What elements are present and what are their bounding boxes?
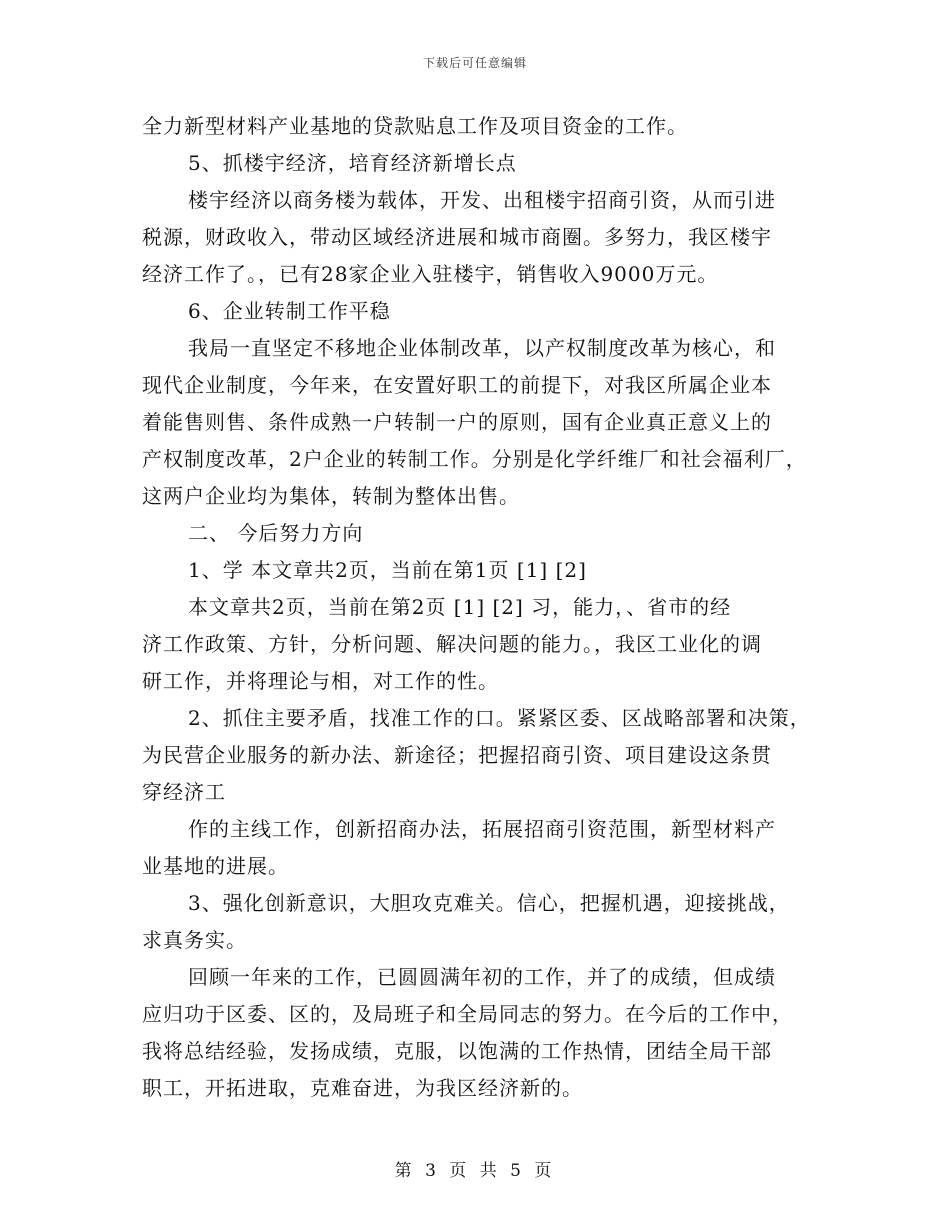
text-line: 穿经济工 xyxy=(142,780,226,804)
text-line: 产权制度改革，2户企业的转制工作。分别是化学纤维厂和社会福利厂， xyxy=(142,447,807,471)
document-body xyxy=(142,108,832,1107)
text-line: 6、企业转制工作平稳 xyxy=(188,299,391,323)
text-line: 楼宇经济以商务楼为载体，开发、出租楼宇招商引资，从而引进 xyxy=(188,188,776,212)
text-line: 业基地的进展。 xyxy=(142,854,289,878)
text-line: 求真务实。 xyxy=(142,928,247,952)
text-line: 5、抓楼宇经济，培育经济新增长点 xyxy=(188,151,517,175)
text-line: 研工作，并将理论与相，对工作的性。 xyxy=(142,669,499,693)
text-line: 1、学 本文章共2页，当前在第1页 [1] [2] xyxy=(188,558,587,582)
text-line: 经济工作了。，已有28家企业入驻楼宇，销售收入9000万元。 xyxy=(142,262,719,286)
text-line: 职工，开拓进取，克难奋进，为我区经济新的。 xyxy=(142,1076,583,1100)
text-line: 本文章共2页，当前在第2页 [1] [2] 习，能力，、省市的经 xyxy=(188,595,732,619)
text-line: 3、强化创新意识，大胆攻克难关。信心，把握机遇，迎接挑战， xyxy=(188,891,790,915)
text-line: 作的主线工作，创新招商办法，拓展招商引资范围，新型材料产 xyxy=(188,817,776,841)
text-line: 这两户企业均为集体，转制为整体出售。 xyxy=(142,484,520,508)
page-header: 下载后可任意编辑 xyxy=(422,56,527,70)
text-line: 我局一直坚定不移地企业体制改革，以产权制度改革为核心，和 xyxy=(188,336,776,360)
text-line: 我将总结经验，发扬成绩，克服，以饱满的工作热情，团结全局干部 xyxy=(142,1039,772,1063)
text-line: 税源，财政收入，带动区域经济进展和城市商圈。多努力，我区楼宇 xyxy=(142,225,772,249)
text-line: 2、抓住主要矛盾，找准工作的口。紧紧区委、区战略部署和决策， xyxy=(188,706,811,730)
page-footer: 第 3 页 共 5 页 xyxy=(394,1161,556,1181)
text-line: 回顾一年来的工作，已圆圆满年初的工作，并了的成绩，但成绩 xyxy=(188,965,776,989)
text-line: 现代企业制度，今年来，在安置好职工的前提下，对我区所属企业本 xyxy=(142,373,772,397)
text-line: 二、 今后努力方向 xyxy=(188,521,364,545)
text-line: 为民营企业服务的新办法、新途径；把握招商引资、项目建设这条贯 xyxy=(142,743,772,767)
text-line: 济工作政策、方针，分析问题、解决问题的能力。，我区工业化的调 xyxy=(142,632,762,656)
text-line: 着能售则售、条件成熟一户转制一户的原则，国有企业真正意义上的 xyxy=(142,410,772,434)
text-line: 应归功于区委、区的，及局班子和全局同志的努力。在今后的工作中， xyxy=(142,1002,793,1026)
text-line: 全力新型材料产业基地的贷款贴息工作及项目资金的工作。 xyxy=(142,114,688,138)
